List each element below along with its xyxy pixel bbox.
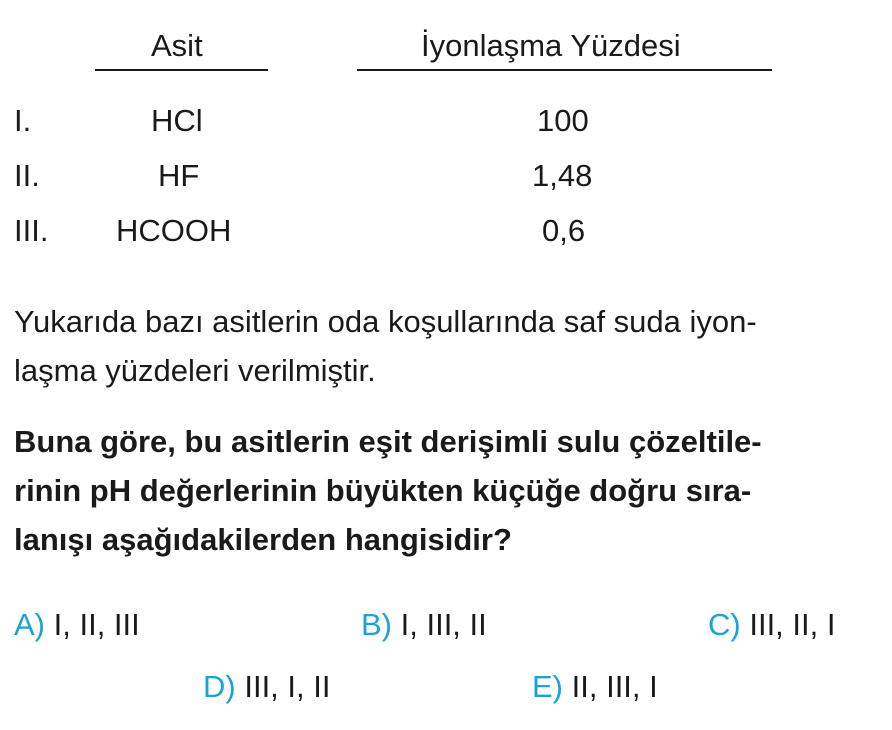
question-line-2: rinin pH değerlerinin büyükten küçüğe doğru sıra- bbox=[14, 473, 752, 508]
option-e-text: II, III, I bbox=[571, 669, 658, 704]
option-a-letter: A) bbox=[14, 607, 45, 642]
description-line-2: laşma yüzdeleri verilmiştir. bbox=[14, 353, 376, 388]
header-percent-rule bbox=[357, 69, 772, 71]
option-d[interactable] bbox=[203, 669, 330, 705]
row-1-acid: HCl bbox=[151, 103, 203, 138]
option-d-letter: D) bbox=[203, 669, 236, 704]
option-a-text: I, II, III bbox=[53, 607, 140, 642]
row-3-number: III. bbox=[14, 213, 49, 248]
option-b-letter: B) bbox=[361, 607, 392, 642]
row-2-percent: 1,48 bbox=[532, 158, 593, 193]
description-line-1: Yukarıda bazı asitlerin oda koşullarında saf suda iyon- bbox=[14, 304, 757, 339]
option-c[interactable] bbox=[708, 607, 835, 643]
question-line-3: lanışı aşağıdakilerden hangisidir? bbox=[14, 522, 512, 557]
option-c-letter: C) bbox=[708, 607, 741, 642]
option-e[interactable] bbox=[532, 669, 658, 705]
option-a[interactable] bbox=[14, 607, 140, 643]
question-line-1: Buna göre, bu asitlerin eşit derişimli sulu çözeltile- bbox=[14, 424, 762, 459]
header-acid: Asit bbox=[151, 28, 203, 63]
option-b[interactable] bbox=[361, 607, 487, 643]
description-paragraph bbox=[14, 297, 880, 395]
option-d-text: III, I, II bbox=[244, 669, 331, 704]
row-1-percent: 100 bbox=[537, 103, 589, 138]
header-ionization-percent: İyonlaşma Yüzdesi bbox=[421, 28, 681, 63]
row-3-acid: HCOOH bbox=[116, 213, 232, 248]
option-c-text: III, II, I bbox=[749, 607, 836, 642]
header-acid-rule bbox=[95, 69, 268, 71]
option-e-letter: E) bbox=[532, 669, 563, 704]
question-text bbox=[14, 417, 880, 564]
row-1-number: I. bbox=[14, 103, 32, 138]
row-2-number: II. bbox=[14, 158, 40, 193]
row-2-acid: HF bbox=[158, 158, 200, 193]
option-b-text: I, III, II bbox=[400, 607, 487, 642]
row-3-percent: 0,6 bbox=[542, 213, 586, 248]
